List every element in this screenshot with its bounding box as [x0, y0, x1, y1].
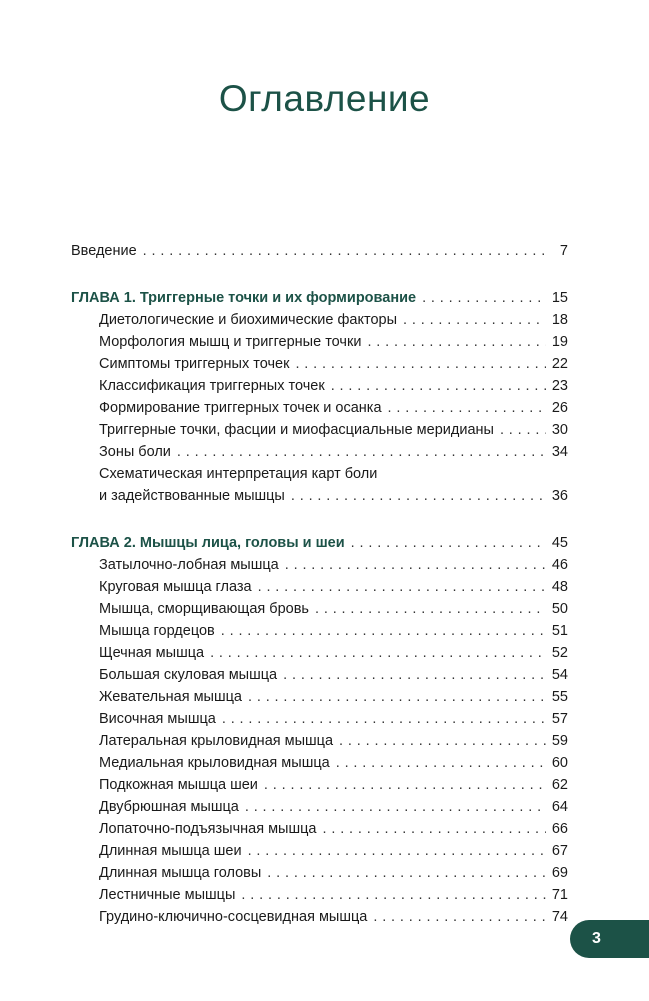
chapter-heading: ГЛАВА 1. Триггерные точки и их формирование	[71, 290, 417, 306]
toc-entry-page: 66	[551, 821, 568, 837]
toc-entry-label: Жевательная мышца	[99, 689, 242, 705]
toc-entry-page: 23	[551, 378, 568, 394]
toc-entry-page: 7	[559, 243, 568, 259]
toc-entry-label: Круговая мышца глаза	[99, 579, 252, 595]
toc-entry-label: Длинная мышца шеи	[99, 843, 242, 859]
toc-entry-label: Классификация триггерных точек	[99, 378, 325, 394]
toc-entry[interactable]	[71, 708, 568, 730]
toc-entry-page: 60	[551, 755, 568, 771]
toc-entry-multiline-first[interactable]	[71, 463, 568, 485]
toc-entry-page: 22	[551, 356, 568, 372]
toc-entry[interactable]	[71, 664, 568, 686]
toc-entry[interactable]	[71, 686, 568, 708]
toc-entry-label: Триггерные точки, фасции и миофасциальные меридианы	[99, 422, 494, 438]
toc-entry[interactable]	[71, 309, 568, 331]
page-title: Оглавление	[218, 78, 431, 119]
toc-entry[interactable]	[71, 862, 568, 884]
dot-leader	[291, 485, 546, 507]
toc-entry[interactable]	[71, 774, 568, 796]
toc-entry[interactable]	[71, 642, 568, 664]
chapter-heading: ГЛАВА 2. Мышцы лица, головы и шеи	[71, 535, 345, 551]
toc-entry[interactable]	[71, 441, 568, 463]
toc-entry-page: 15	[551, 290, 568, 306]
toc-entry-label: Длинная мышца головы	[99, 865, 262, 881]
toc-entry-page: 51	[551, 623, 568, 639]
dot-leader	[388, 397, 546, 419]
toc-entry[interactable]	[71, 375, 568, 397]
dot-leader	[258, 576, 546, 598]
toc-entry-label: Лестничные мышцы	[99, 887, 236, 903]
toc-entry-label: Симптомы триггерных точек	[99, 356, 290, 372]
toc-entry-label: Формирование триггерных точек и осанка	[99, 400, 382, 416]
toc-entry-label: Мышца гордецов	[99, 623, 215, 639]
toc-chapter-2[interactable]	[71, 532, 568, 554]
toc-entry[interactable]	[71, 752, 568, 774]
toc-entry-label: Височная мышца	[99, 711, 216, 727]
toc-entry-label: Щечная мышца	[99, 645, 205, 661]
toc-entry-page: 74	[551, 909, 568, 925]
toc-entry[interactable]	[71, 818, 568, 840]
dot-leader	[295, 353, 545, 375]
dot-leader	[241, 884, 545, 906]
toc-entry-page: 48	[551, 579, 568, 595]
toc-entry-page: 30	[551, 422, 568, 438]
toc-entry-label: Диетологические и биохимические факторы	[99, 312, 397, 328]
dot-leader	[351, 532, 546, 554]
toc-entry-page: 45	[551, 535, 568, 551]
toc-entry[interactable]	[71, 796, 568, 818]
toc-entry-page: 57	[551, 711, 568, 727]
dot-leader	[331, 375, 546, 397]
toc-entry-label: Мышца, сморщивающая бровь	[99, 601, 309, 617]
toc-entry-page: 59	[551, 733, 568, 749]
toc-entry-label: и задействованные мышцы	[99, 488, 285, 504]
toc-entry-page: 69	[551, 865, 568, 881]
dot-leader	[222, 708, 546, 730]
dot-leader	[210, 642, 546, 664]
dot-leader	[336, 752, 546, 774]
page-number: 3	[592, 930, 601, 947]
dot-leader	[143, 240, 546, 262]
dot-leader	[403, 309, 546, 331]
dot-leader	[422, 287, 546, 309]
toc-entry[interactable]	[71, 730, 568, 752]
toc-entry[interactable]	[71, 598, 568, 620]
toc-entry-label: Введение	[71, 243, 137, 259]
toc-entry-label: Латеральная крыловидная мышца	[99, 733, 334, 749]
toc-entry[interactable]	[71, 884, 568, 906]
toc-entry-page: 19	[551, 334, 568, 350]
toc-entry-page: 52	[551, 645, 568, 661]
toc-entry[interactable]	[71, 397, 568, 419]
toc-entry[interactable]	[71, 419, 568, 441]
toc-entry-label: Двубрюшная мышца	[99, 799, 239, 815]
dot-leader	[221, 620, 546, 642]
toc-entry-page: 50	[551, 601, 568, 617]
toc-entry[interactable]	[71, 576, 568, 598]
dot-leader	[339, 730, 546, 752]
toc-entry-label: Морфология мышц и триггерные точки	[99, 334, 362, 350]
toc-entry-label: Зоны боли	[99, 444, 171, 460]
dot-leader	[322, 818, 545, 840]
toc-entry-page: 26	[551, 400, 568, 416]
dot-leader	[245, 796, 546, 818]
toc-entry-page: 55	[551, 689, 568, 705]
toc-entry-page: 36	[551, 488, 568, 504]
toc-entry-label: Грудино-ключично-сосцевидная мышца	[99, 909, 368, 925]
toc-entry-multiline-second[interactable]	[71, 485, 568, 507]
toc-entry-page: 71	[551, 887, 568, 903]
dot-leader	[248, 840, 546, 862]
toc-entry-intro[interactable]	[71, 240, 568, 262]
toc-entry-label: Медиальная крыловидная мышца	[99, 755, 330, 771]
dot-leader	[248, 686, 546, 708]
toc-entry-page: 67	[551, 843, 568, 859]
toc-entry-page: 34	[551, 444, 568, 460]
toc-entry-label: Схематическая интерпретация карт боли	[99, 466, 378, 482]
toc-entry[interactable]	[71, 620, 568, 642]
dot-leader	[373, 906, 546, 928]
toc-entry-label: Подкожная мышца шеи	[99, 777, 258, 793]
toc-entry-page: 62	[551, 777, 568, 793]
toc-entry-label: Большая скуловая мышца	[99, 667, 278, 683]
toc-entry[interactable]	[71, 840, 568, 862]
dot-leader	[285, 554, 546, 576]
toc-entry-label: Лопаточно-подъязычная мышца	[99, 821, 317, 837]
toc-entry-page: 18	[551, 312, 568, 328]
dot-leader	[283, 664, 546, 686]
dot-leader	[500, 419, 546, 441]
toc-chapter-1[interactable]	[71, 287, 568, 309]
dot-leader	[315, 598, 546, 620]
toc-entry[interactable]	[71, 331, 568, 353]
toc-entry-label: Затылочно-лобная мышца	[99, 557, 279, 573]
toc-entry[interactable]	[71, 353, 568, 375]
page-number-tab	[570, 920, 649, 958]
toc-entry[interactable]	[71, 554, 568, 576]
toc-entry-page: 46	[551, 557, 568, 573]
dot-leader	[267, 862, 546, 884]
toc-entry-page: 64	[551, 799, 568, 815]
dot-leader	[177, 441, 546, 463]
toc-entry-page: 54	[551, 667, 568, 683]
table-of-contents	[71, 240, 568, 928]
dot-leader	[264, 774, 546, 796]
toc-entry[interactable]	[71, 906, 568, 928]
dot-leader	[367, 331, 545, 353]
